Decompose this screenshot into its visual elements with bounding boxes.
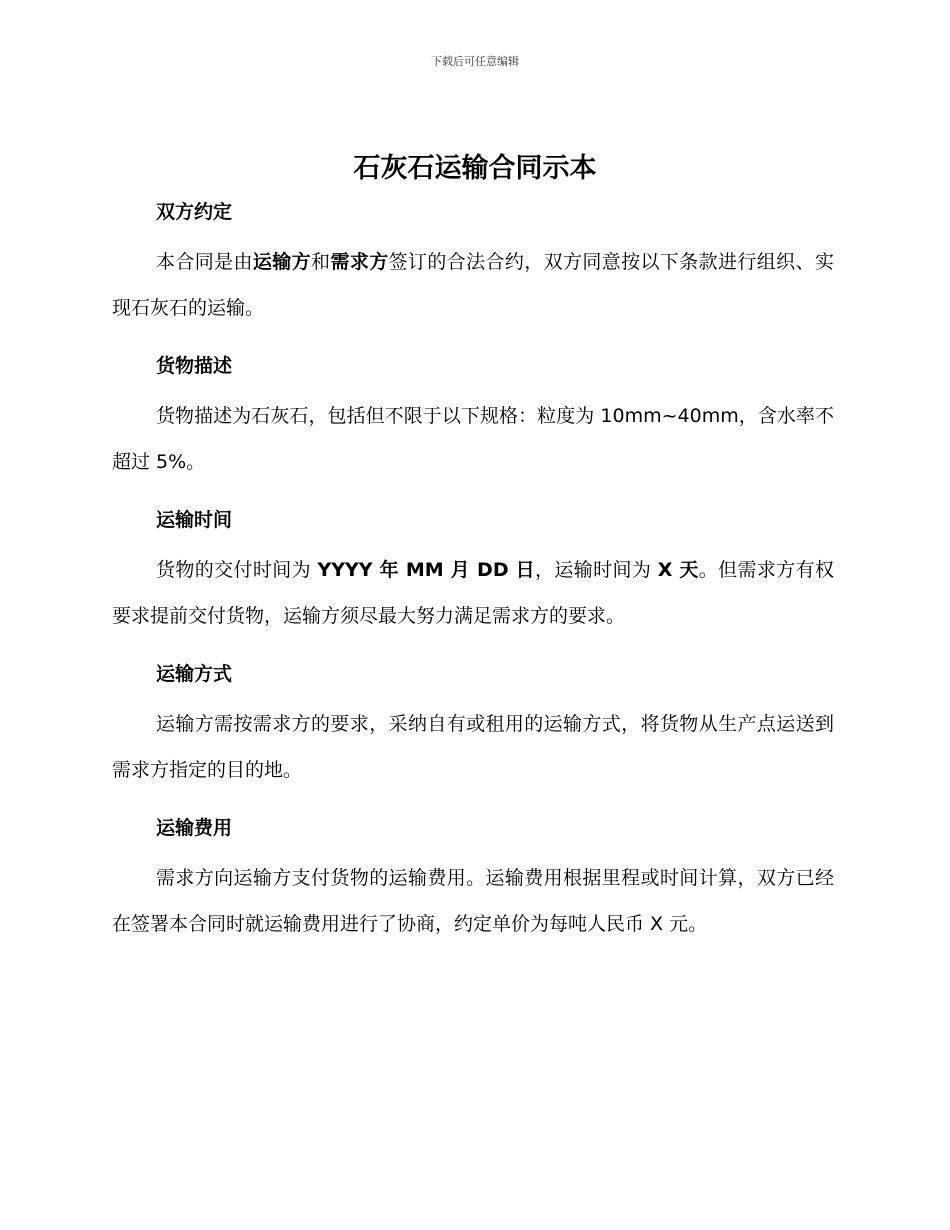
section-paragraph: 运输方需按需求方的要求，采纳自有或租用的运输方式，将货物从生产点运送到需求方指定的目的地。 — [112, 713, 834, 781]
paragraph-text: 。但需求方有权要求提前交付货物，运输方须尽最大努力满足需求方的要求。 — [112, 559, 834, 627]
section-transport-method — [112, 656, 834, 793]
paragraph-text: 和 — [311, 251, 331, 273]
document-title: 石灰石运输合同示本 — [353, 153, 597, 184]
section-heading: 运输费用 — [156, 817, 233, 839]
section-heading: 货物描述 — [156, 355, 233, 377]
section-agreement — [112, 194, 834, 331]
paragraph-text: 本合同是由 — [156, 251, 253, 273]
section-paragraph — [112, 239, 834, 331]
section-paragraph: 货物描述为石灰石，包括但不限于以下规格：粒度为 10mm~40mm，含水率不超过 5%。 — [112, 405, 834, 473]
section-heading: 双方约定 — [156, 201, 233, 223]
section-paragraph: 需求方向运输方支付货物的运输费用。运输费用根据里程或时间计算，双方已经在签署本合同时就运输费用进行了协商，约定单价为每吨人民币 X 元。 — [112, 867, 834, 935]
transport-days: X 天 — [657, 559, 699, 581]
section-transport-fees — [112, 810, 834, 947]
section-heading: 运输方式 — [156, 663, 233, 685]
party-carrier: 运输方 — [252, 251, 312, 273]
paragraph-text: ，运输时间为 — [534, 559, 658, 581]
document-body — [112, 194, 834, 964]
section-goods-description — [112, 348, 834, 485]
paragraph-text: 货物的交付时间为 — [156, 559, 318, 581]
section-paragraph — [112, 547, 834, 639]
paragraph-text: 签订的合法合约，双方同意按以下条款进行组织、实现石灰石的运输。 — [112, 251, 834, 319]
section-heading: 运输时间 — [156, 509, 233, 531]
header-note: 下载后可任意编辑 — [431, 55, 519, 68]
section-transport-time — [112, 502, 834, 639]
party-buyer: 需求方 — [330, 251, 389, 273]
delivery-date: YYYY 年 MM 月 DD 日 — [317, 559, 535, 581]
